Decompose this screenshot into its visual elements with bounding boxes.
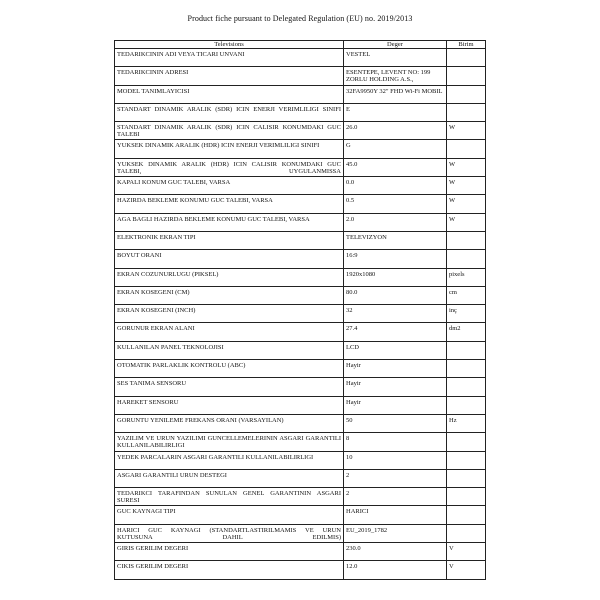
row-label: HARICI GUC KAYNAGI (STANDARTLASTIRILMAMIS VE URUN KUTUSUNA DAHIL EDILMIS): [115, 524, 344, 542]
table-row: [115, 506, 486, 524]
table-row: [115, 177, 486, 195]
table-row: [115, 213, 486, 231]
table-row: [115, 158, 486, 176]
row-unit: cm: [447, 286, 486, 304]
row-label: YEDEK PARCALARIN ASGARI GARANTILI KULLANILABILIRLIGI: [115, 451, 344, 469]
table-row: [115, 433, 486, 451]
row-unit: [447, 49, 486, 67]
row-unit: V: [447, 543, 486, 561]
row-value: 80.0: [344, 286, 447, 304]
table-row: [115, 67, 486, 85]
row-unit: [447, 469, 486, 487]
row-label: TEDARIKCI TARAFINDAN SUNULAN GENEL GARANTININ ASGARI SURESI: [115, 488, 344, 506]
row-value: Hayir: [344, 360, 447, 378]
product-fiche-table: [114, 40, 486, 580]
row-label: AGA BAGLI HAZIRDA BEKLEME KONUMU GUC TALEBI, VARSA: [115, 213, 344, 231]
row-value: HARICI: [344, 506, 447, 524]
row-value: 2.0: [344, 213, 447, 231]
row-unit: W: [447, 195, 486, 213]
table-row: [115, 85, 486, 103]
row-value: EU_2019_1782: [344, 524, 447, 542]
row-label: GORUNUR EKRAN ALANI: [115, 323, 344, 341]
row-unit: inç: [447, 305, 486, 323]
row-value: LCD: [344, 341, 447, 359]
row-unit: dm2: [447, 323, 486, 341]
table-row: [115, 360, 486, 378]
row-value: 32FA9950Y 32" FHD Wi-Fi MOBIL: [344, 85, 447, 103]
row-value: 27.4: [344, 323, 447, 341]
row-value: TELEVIZYON: [344, 231, 447, 249]
row-value: 50: [344, 414, 447, 432]
row-unit: Hz: [447, 414, 486, 432]
table-row: [115, 469, 486, 487]
table-row: [115, 414, 486, 432]
row-label: STANDART DINAMIK ARALIK (SDR) ICIN ENERJI VERIMLILIGI SINIFI: [115, 103, 344, 121]
row-unit: [447, 396, 486, 414]
row-label: KULLANILAN PANEL TEKNOLOJISI: [115, 341, 344, 359]
row-label: YUKSEK DINAMIK ARALIK (HDR) ICIN ENERJI VERIMLILIGI SINIFI: [115, 140, 344, 158]
table-row: [115, 524, 486, 542]
row-label: ASGARI GARANTILI URUN DESTEGI: [115, 469, 344, 487]
row-unit: [447, 67, 486, 85]
row-value: Hayir: [344, 396, 447, 414]
table-row: [115, 231, 486, 249]
row-label: EKRAN COZUNURLUGU (PIKSEL): [115, 268, 344, 286]
row-label: OTOMATIK PARLAKLIK KONTROLU (ABC): [115, 360, 344, 378]
column-header-televisions: Televisions: [115, 41, 344, 49]
row-unit: [447, 524, 486, 542]
row-value: E: [344, 103, 447, 121]
row-unit: W: [447, 177, 486, 195]
row-value: 2: [344, 488, 447, 506]
row-unit: [447, 250, 486, 268]
column-header-deger: Deger: [344, 41, 447, 49]
page-title: Product fiche pursuant to Delegated Regulation (EU) no. 2019/2013: [187, 14, 413, 23]
row-value: 26.0: [344, 122, 447, 140]
table-row: [115, 305, 486, 323]
row-label: YAZILIM VE URUN YAZILIMI GUNCELLEMELERININ ASGARI GARANTILI KULLANILABILIRLIGI: [115, 433, 344, 451]
row-value: 0.0: [344, 177, 447, 195]
table-row: [115, 140, 486, 158]
row-label: TEDARIKCININ ADRESI: [115, 67, 344, 85]
table-row: [115, 122, 486, 140]
table-row: [115, 195, 486, 213]
row-value: 1920x1080: [344, 268, 447, 286]
row-unit: [447, 341, 486, 359]
row-unit: [447, 140, 486, 158]
table-row: [115, 103, 486, 121]
row-unit: W: [447, 122, 486, 140]
row-value: 32: [344, 305, 447, 323]
row-unit: [447, 231, 486, 249]
row-value: 0.5: [344, 195, 447, 213]
row-value: 2: [344, 469, 447, 487]
row-unit: [447, 451, 486, 469]
row-label: GIRIS GERILIM DEGERI: [115, 543, 344, 561]
table-body: [115, 49, 486, 580]
row-unit: pixels: [447, 268, 486, 286]
row-label: GORUNTU YENILEME FREKANS ORANI (VARSAYILAN): [115, 414, 344, 432]
table-row: [115, 49, 486, 67]
row-label: MODEL TANIMLAYICISI: [115, 85, 344, 103]
row-value: ESENTEPE, LEVENT NO: 199 ZORLU HOLDING A.S.,: [344, 67, 447, 85]
table-row: [115, 250, 486, 268]
row-value: 230.0: [344, 543, 447, 561]
row-label: EKRAN KOSEGENI (CM): [115, 286, 344, 304]
table-row: [115, 488, 486, 506]
row-unit: [447, 433, 486, 451]
row-value: G: [344, 140, 447, 158]
row-label: STANDART DINAMIK ARALIK (SDR) ICIN CALISIR KONUMDAKI GUC TALEBI: [115, 122, 344, 140]
column-header-birim: Birim: [447, 41, 486, 49]
row-unit: [447, 85, 486, 103]
row-unit: [447, 506, 486, 524]
table-row: [115, 341, 486, 359]
row-value: 45.0: [344, 158, 447, 176]
row-unit: W: [447, 213, 486, 231]
row-label: YUKSEK DINAMIK ARALIK (HDR) ICIN CALISIR KONUMDAKI GUC TALEBI, UYGULANMISSA: [115, 158, 344, 176]
table-row: [115, 451, 486, 469]
row-unit: W: [447, 158, 486, 176]
row-label: EKRAN KOSEGENI (INCH): [115, 305, 344, 323]
row-value: 10: [344, 451, 447, 469]
row-label: TEDARIKCININ ADI VEYA TICARI UNVANI: [115, 49, 344, 67]
row-value: Hayir: [344, 378, 447, 396]
row-unit: [447, 488, 486, 506]
table-row: [115, 286, 486, 304]
row-label: HAREKET SENSORU: [115, 396, 344, 414]
table-row: [115, 561, 486, 579]
row-label: SES TANIMA SENSORU: [115, 378, 344, 396]
row-value: 8: [344, 433, 447, 451]
table-row: [115, 268, 486, 286]
row-label: ELEKTRONIK EKRAN TIPI: [115, 231, 344, 249]
row-label: BOYUT ORANI: [115, 250, 344, 268]
row-label: KAPALI KONUM GUC TALEBI, VARSA: [115, 177, 344, 195]
table-row: [115, 378, 486, 396]
row-value: 16:9: [344, 250, 447, 268]
row-unit: [447, 378, 486, 396]
row-label: HAZIRDA BEKLEME KONUMU GUC TALEBI, VARSA: [115, 195, 344, 213]
table-row: [115, 543, 486, 561]
table-row: [115, 396, 486, 414]
table-header-row: [115, 41, 486, 49]
row-value: 12.0: [344, 561, 447, 579]
row-unit: [447, 103, 486, 121]
row-label: CIKIS GERILIM DEGERI: [115, 561, 344, 579]
row-value: VESTEL: [344, 49, 447, 67]
row-label: GUC KAYNAGI TIPI: [115, 506, 344, 524]
table-row: [115, 323, 486, 341]
row-unit: [447, 360, 486, 378]
row-unit: V: [447, 561, 486, 579]
